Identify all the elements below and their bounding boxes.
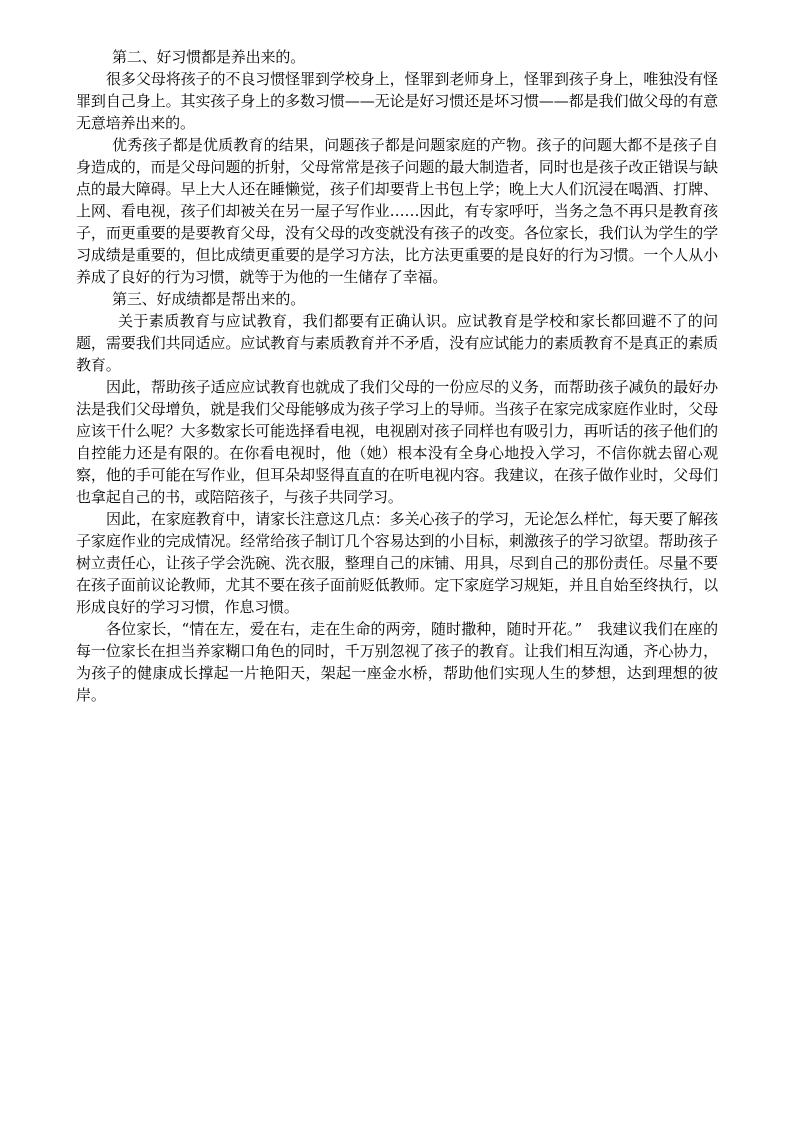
paragraph: 优秀孩子都是优质教育的结果，问题孩子都是问题家庭的产物。孩子的问题大都不是孩子自身造成的，而是父母问题的折射，父母常常是孩子问题的最大制造者，同时也是孩子改正错误与缺点的最大障碍。早上大人还在睡懒觉，孩子们却要背上书包上学；晚上大人们沉浸在喝酒、打牌、上网、看电视，孩子们却被关在另一屋子写作业……因此，有专家呼吁，当务之急不再只是教育孩子，而更重要的是要教育父母，没有父母的改变就没有孩子的改变。各位家长，我们认为学生的学习成绩是重要的，但比成绩更重要的是学习方法，比方法更重要的是良好的行为习惯。一个人从小养成了良好的行为习惯，就等于为他的一生储存了幸福。 [76,136,718,286]
paragraph: 关于素质教育与应试教育，我们都要有正确认识。应试教育是学校和家长都回避不了的问题，需要我们共同适应。应试教育与素质教育并不矛盾，没有应试能力的素质教育不是真正的素质教育。 [76,312,718,374]
paragraph: 各位家长，“情在左，爱在右，走在生命的两旁，随时撒种，随时开花。” 我建议我们在座的每一位家长在担当养家糊口角色的同时，千万别忽视了孩子的教育。让我们相互沟通，齐心协力，为孩子的健康成长撑起一片艳阳天，架起一座金水桥，帮助他们实现人生的梦想，达到理想的彼岸。 [76,620,718,704]
paragraph: 因此，在家庭教育中，请家长注意这几点：多关心孩子的学习，无论怎么样忙，每天要了解孩子家庭作业的完成情况。经常给孩子制订几个容易达到的小目标，刺激孩子的学习欲望。帮助孩子树立责任心，让孩子学会洗碗、洗衣服，整理自己的床铺、用具，尽到自己的那份责任。尽量不要在孩子面前议论教师，尤其不要在孩子面前贬低教师。定下家庭学习规矩，并且自始至终执行，以形成良好的学习习惯，作息习惯。 [76,510,718,616]
paragraph: 很多父母将孩子的不良习惯怪罪到学校身上，怪罪到老师身上，怪罪到孩子身上，唯独没有怪罪到自己身上。其实孩子身上的多数习惯——无论是好习惯还是坏习惯——都是我们做父母的有意无意培养出来的。 [76,70,718,132]
section-heading-3: 第三、好成绩都是帮出来的。 [112,290,306,308]
paragraph: 因此，帮助孩子适应应试教育也就成了我们父母的一份应尽的义务，而帮助孩子减负的最好办法是我们父母增负，就是我们父母能够成为孩子学习上的导师。当孩子在家完成家庭作业时，父母应该干什么呢？大多数家长可能选择看电视，电视剧对孩子同样也有吸引力，再听话的孩子他们的自控能力还是有限的。在你看电视时，他（她）根本没有全身心地投入学习，不信你就去留心观察，他的手可能在写作业，但耳朵却竖得直直的在听电视内容。我建议，在孩子做作业时，父母们也拿起自己的书，或陪陪孩子，与孩子共同学习。 [76,378,718,506]
section-heading-2: 第二、好习惯都是养出来的。 [112,48,306,66]
document-body [76,46,718,706]
